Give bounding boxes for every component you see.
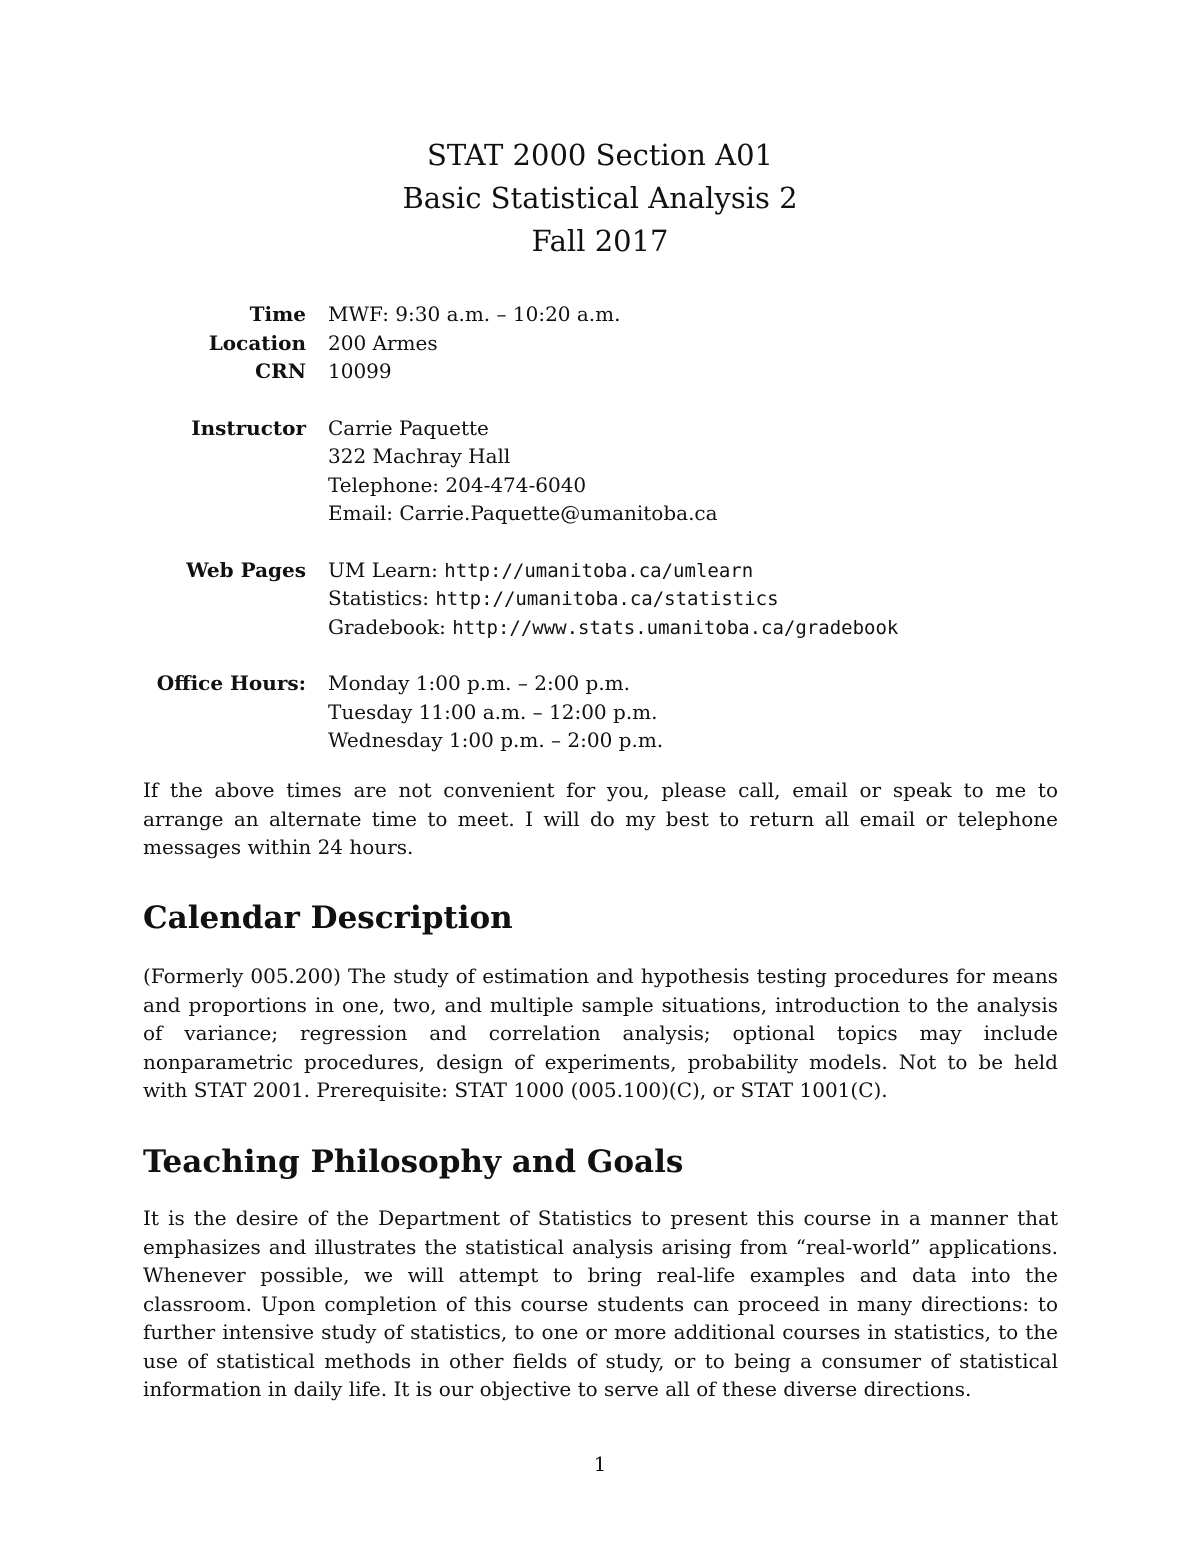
office-hours-row-tuesday [0, 698, 1200, 727]
course-subtitle: Basic Statistical Analysis 2 [402, 181, 798, 215]
calendar-text: (Formerly 005.200) The study of estimation and hypothesis testing procedures for means and proportions in one, two, and multiple sample situations, introduction to the analysis of variance; regression and correlation analysis; optional topics may include nonparametric procedures, design of experiments, probability models. Not to be held with STAT 2001. Prerequisite: STAT 1000 (005.100)(C), or STAT 1001(C). [143, 964, 1058, 1102]
course-title: STAT 2000 Section A01 [427, 138, 773, 172]
time-row [0, 300, 1200, 329]
web-pages-label: Web Pages [186, 557, 306, 582]
crn-label: CRN [255, 359, 306, 383]
web-row-gradebook [0, 613, 1200, 642]
crn-value: 10099 [328, 359, 392, 383]
instructor-group [0, 414, 1200, 528]
instructor-email[interactable]: Email: Carrie.Paquette@umanitoba.ca [328, 501, 718, 525]
web-row-statistics [0, 584, 1200, 613]
office-hours-note: If the above times are not convenient for you, please call, email or speak to me to arrange an alternate time to meet. I will do my best to return all email or telephone messages within 24 hours. [143, 778, 1058, 859]
instructor-email-row [0, 499, 1200, 528]
web-row-umlearn [0, 556, 1200, 585]
instructor-row [0, 414, 1200, 443]
web-pages-group [0, 556, 1200, 642]
web-entry-statistics [328, 584, 779, 614]
philosophy-text: It is the desire of the Department of Statistics to present this course in a manner that emphasizes and illustrates the statistical analysis arising from “real-world” applications. Whenever possible, we will attempt to bring real-life examples and data into the classroom. Upon completion of this course students can proceed in many directions: to further intensive study of statistics, to one or more additional courses in statistics, to the use of statistical methods in other fields of study, or to being a consumer of statistical information in daily life. It is our objective to serve all of these diverse directions. [143, 1206, 1058, 1401]
web-name-gradebook: Gradebook: [328, 614, 446, 639]
philosophy-heading: Teaching Philosophy and Goals [143, 1144, 684, 1180]
term: Fall 2017 [531, 224, 669, 258]
location-value: 200 Armes [328, 330, 438, 355]
instructor-phone: Telephone: 204-474-6040 [328, 472, 587, 497]
web-entry-umlearn [328, 556, 753, 586]
instructor-name: Carrie Paquette [328, 415, 489, 440]
web-link-statistics[interactable]: http://umanitoba.ca/statistics [435, 588, 779, 610]
instructor-label: Instructor [191, 415, 306, 440]
page-number: 1 [593, 1452, 607, 1476]
location-row [0, 329, 1200, 358]
time-value: MWF: 9:30 a.m. – 10:20 a.m. [328, 302, 621, 326]
time-label: Time [249, 302, 306, 326]
instructor-phone-row [0, 471, 1200, 500]
schedule-group [0, 300, 1200, 386]
instructor-office: 322 Machray Hall [328, 444, 511, 468]
web-name-statistics: Statistics: [328, 586, 429, 610]
web-link-umlearn[interactable]: http://umanitoba.ca/umlearn [444, 559, 754, 582]
instructor-office-row [0, 442, 1200, 471]
office-hours-tuesday: Tuesday 11:00 a.m. – 12:00 p.m. [328, 699, 658, 724]
office-hours-row-wednesday [0, 726, 1200, 755]
web-link-gradebook[interactable]: http://www.stats.umanitoba.ca/gradebook [452, 616, 899, 639]
office-hours-monday: Monday 1:00 p.m. – 2:00 p.m. [328, 671, 631, 695]
office-hours-row-monday [0, 669, 1200, 698]
web-name-umlearn: UM Learn: [328, 557, 438, 582]
crn-row [0, 357, 1200, 386]
course-info-table [0, 300, 1200, 783]
web-entry-gradebook [328, 613, 898, 643]
location-label: Location [208, 330, 306, 355]
office-hours-group [0, 669, 1200, 755]
title-block [0, 134, 1200, 263]
office-hours-label: Office Hours: [156, 671, 306, 695]
office-hours-wednesday: Wednesday 1:00 p.m. – 2:00 p.m. [328, 728, 664, 752]
calendar-heading: Calendar Description [143, 900, 513, 936]
